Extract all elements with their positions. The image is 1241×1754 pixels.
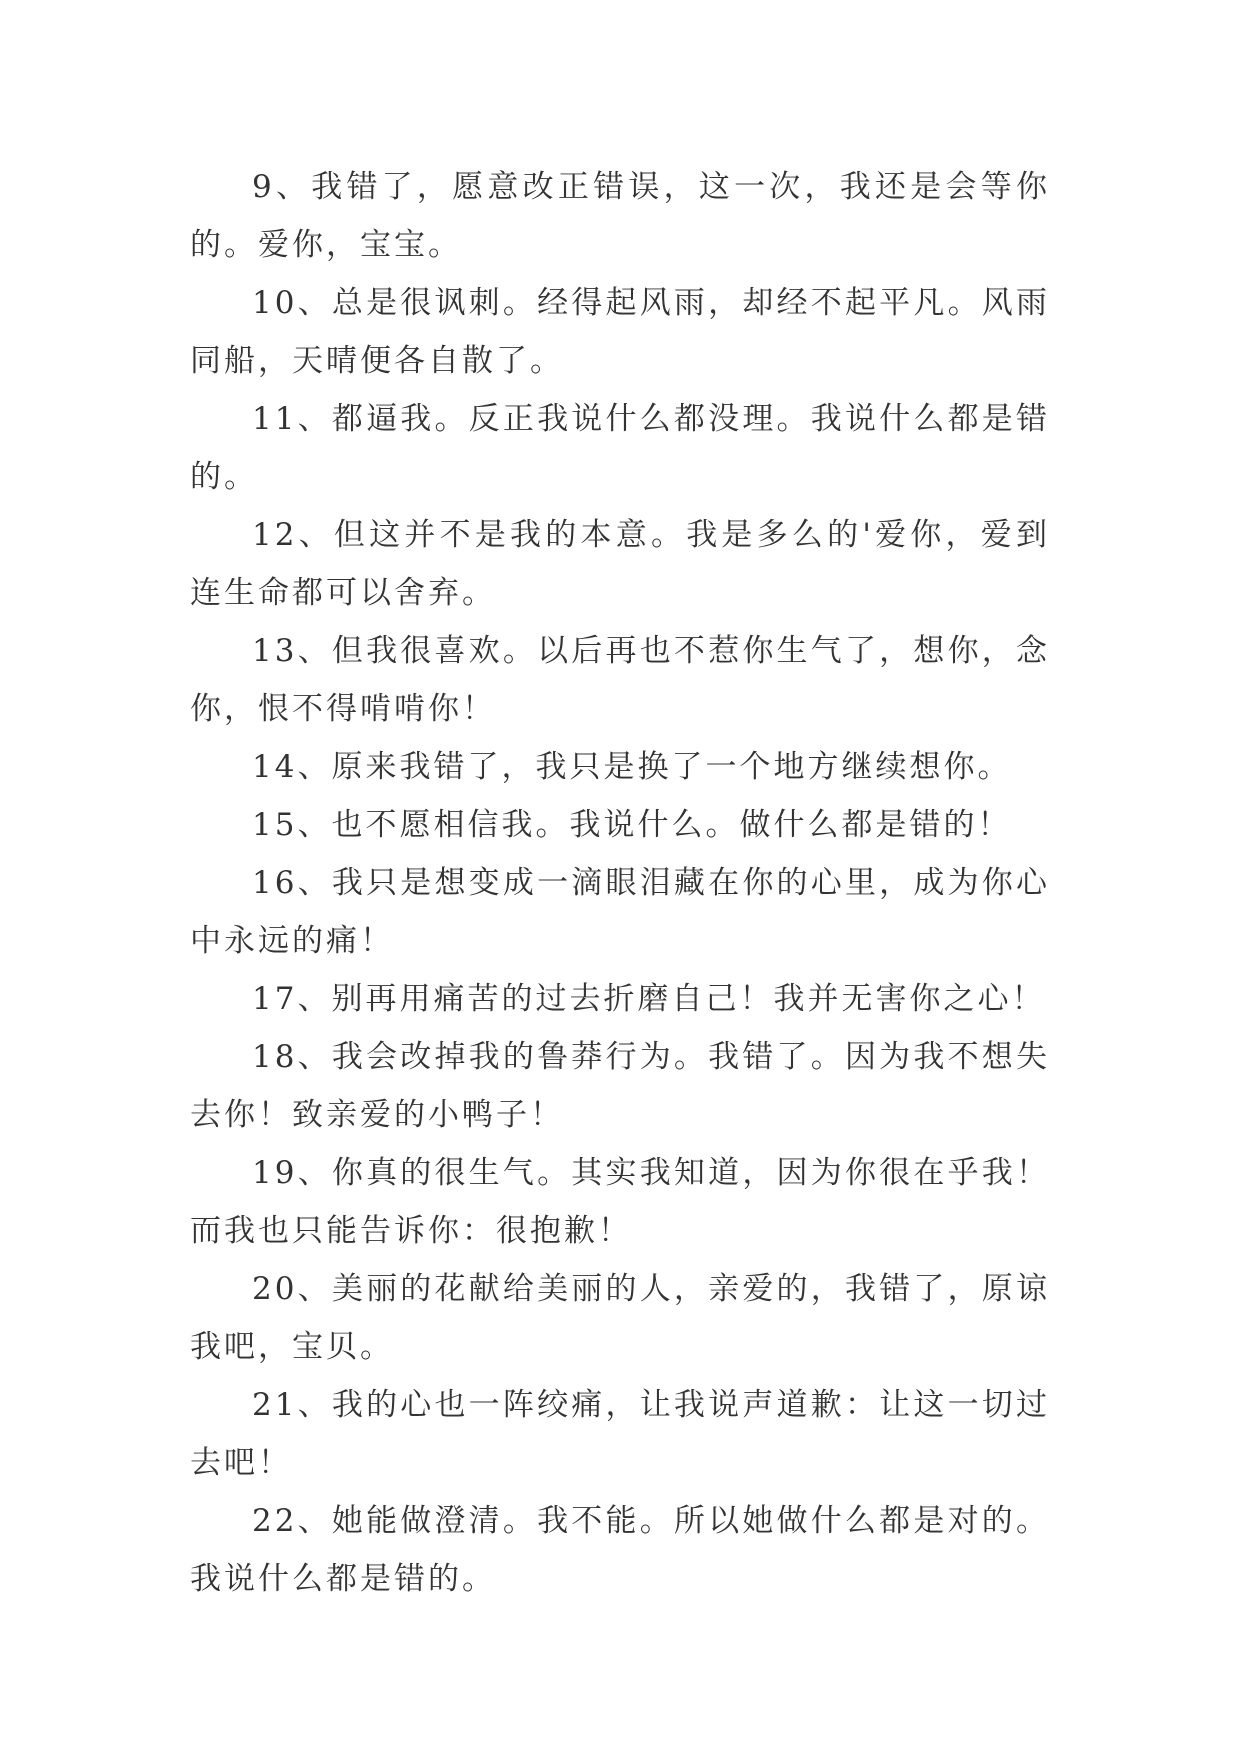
paragraph-item-19: 19、你真的很生气。其实我知道，因为你很在乎我！而我也只能告诉你：很抱歉！	[190, 1155, 1050, 1249]
paragraph-item-13: 13、但我很喜欢。以后再也不惹你生气了，想你，念你，恨不得啃啃你！	[190, 633, 1050, 727]
paragraph-item-22: 22、她能做澄清。我不能。所以她做什么都是对的。我说什么都是错的。	[190, 1503, 1050, 1597]
paragraph-item-17: 17、别再用痛苦的过去折磨自己！我并无害你之心！	[252, 981, 1046, 1017]
paragraph-item-20: 20、美丽的花献给美丽的人，亲爱的，我错了，原谅我吧，宝贝。	[190, 1271, 1050, 1365]
paragraph-item-12: 12、但这并不是我的本意。我是多么的'爱你，爱到连生命都可以舍弃。	[190, 517, 1050, 611]
paragraph-item-16: 16、我只是想变成一滴眼泪藏在你的心里，成为你心中永远的痛！	[190, 865, 1050, 959]
paragraph-item-10: 10、总是很讽刺。经得起风雨，却经不起平凡。风雨同船，天晴便各自散了。	[190, 285, 1050, 379]
paragraph-item-15: 15、也不愿相信我。我说什么。做什么都是错的！	[252, 807, 1012, 843]
paragraph-item-11: 11、都逼我。反正我说什么都没理。我说什么都是错的。	[190, 401, 1050, 495]
paragraph-item-21: 21、我的心也一阵绞痛，让我说声道歉：让这一切过去吧！	[190, 1387, 1050, 1481]
paragraph-item-9: 9、我错了，愿意改正错误，这一次，我还是会等你的。爱你，宝宝。	[190, 169, 1050, 263]
paragraph-item-18: 18、我会改掉我的鲁莽行为。我错了。因为我不想失去你！致亲爱的小鸭子！	[190, 1039, 1050, 1133]
document-body	[190, 158, 1050, 1608]
paragraph-item-14: 14、原来我错了，我只是换了一个地方继续想你。	[252, 749, 1012, 785]
